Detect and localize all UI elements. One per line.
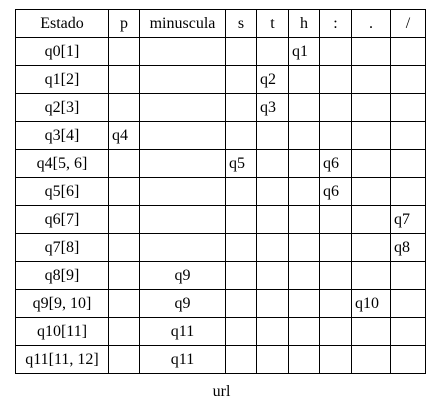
transition-cell [109, 206, 140, 234]
transition-cell [140, 94, 226, 122]
transition-cell [320, 122, 352, 150]
transition-cell [352, 206, 391, 234]
transition-cell: q11 [140, 318, 226, 346]
transition-cell [391, 150, 426, 178]
column-header: s [226, 10, 257, 38]
transition-cell [320, 66, 352, 94]
transition-cell [289, 66, 320, 94]
transition-cell [109, 346, 140, 374]
transition-cell [226, 94, 257, 122]
column-header: h [289, 10, 320, 38]
transition-cell [391, 94, 426, 122]
column-header: p [109, 10, 140, 38]
transition-cell [320, 234, 352, 262]
transition-table [15, 9, 426, 374]
table-row [16, 290, 426, 318]
column-header: : [320, 10, 352, 38]
table-row [16, 318, 426, 346]
transition-cell [257, 234, 289, 262]
transition-cell [140, 206, 226, 234]
table-row [16, 234, 426, 262]
transition-cell: q6 [320, 178, 352, 206]
transition-cell [352, 346, 391, 374]
transition-cell [226, 318, 257, 346]
transition-cell [320, 262, 352, 290]
state-cell: q5[6] [16, 178, 109, 206]
transition-cell [352, 66, 391, 94]
transition-cell [289, 94, 320, 122]
transition-cell: q2 [257, 66, 289, 94]
transition-cell [391, 262, 426, 290]
table-row [16, 262, 426, 290]
transition-cell: q4 [109, 122, 140, 150]
table-body [16, 38, 426, 374]
transition-cell [140, 122, 226, 150]
transition-cell [352, 262, 391, 290]
transition-cell: q11 [140, 346, 226, 374]
transition-table-figure [15, 9, 425, 374]
transition-cell [320, 318, 352, 346]
transition-cell [391, 178, 426, 206]
column-header-estado: Estado [16, 10, 109, 38]
transition-cell [289, 262, 320, 290]
transition-cell [109, 234, 140, 262]
table-row [16, 122, 426, 150]
state-cell: q8[9] [16, 262, 109, 290]
transition-cell [109, 66, 140, 94]
transition-cell [289, 318, 320, 346]
table-row [16, 178, 426, 206]
transition-cell [289, 234, 320, 262]
transition-cell: q9 [140, 262, 226, 290]
transition-cell [352, 38, 391, 66]
column-header: / [391, 10, 426, 38]
state-cell: q2[3] [16, 94, 109, 122]
transition-cell [320, 38, 352, 66]
state-cell: q7[8] [16, 234, 109, 262]
transition-cell [140, 234, 226, 262]
state-cell: q11[11, 12] [16, 346, 109, 374]
transition-cell [257, 346, 289, 374]
transition-cell [140, 66, 226, 94]
table-row [16, 206, 426, 234]
transition-cell [109, 318, 140, 346]
state-cell: q10[11] [16, 318, 109, 346]
transition-cell [226, 122, 257, 150]
transition-cell [320, 346, 352, 374]
transition-cell: q6 [320, 150, 352, 178]
transition-cell [391, 66, 426, 94]
transition-cell [226, 346, 257, 374]
table-row [16, 66, 426, 94]
transition-cell [289, 122, 320, 150]
transition-cell [289, 150, 320, 178]
state-cell: q9[9, 10] [16, 290, 109, 318]
transition-cell [109, 38, 140, 66]
transition-cell: q10 [352, 290, 391, 318]
transition-cell [352, 234, 391, 262]
transition-cell: q1 [289, 38, 320, 66]
transition-cell [109, 150, 140, 178]
transition-cell [257, 178, 289, 206]
transition-cell [109, 94, 140, 122]
transition-cell [391, 346, 426, 374]
table-row [16, 346, 426, 374]
transition-cell [391, 290, 426, 318]
transition-cell [109, 290, 140, 318]
transition-cell [391, 38, 426, 66]
transition-cell [226, 206, 257, 234]
header-row [16, 10, 426, 38]
transition-cell [352, 94, 391, 122]
transition-cell: q9 [140, 290, 226, 318]
transition-cell [352, 178, 391, 206]
transition-cell [226, 38, 257, 66]
transition-cell [391, 122, 426, 150]
transition-cell [320, 290, 352, 318]
transition-cell [289, 178, 320, 206]
transition-cell [140, 178, 226, 206]
transition-cell [320, 94, 352, 122]
transition-cell [140, 38, 226, 66]
state-cell: q1[2] [16, 66, 109, 94]
transition-cell [289, 206, 320, 234]
column-header: . [352, 10, 391, 38]
transition-cell: q5 [226, 150, 257, 178]
transition-cell [320, 206, 352, 234]
transition-cell [109, 178, 140, 206]
transition-cell [289, 346, 320, 374]
transition-cell [352, 150, 391, 178]
transition-cell [226, 178, 257, 206]
transition-cell [226, 262, 257, 290]
transition-cell [226, 234, 257, 262]
transition-cell [352, 318, 391, 346]
transition-cell [391, 318, 426, 346]
state-cell: q3[4] [16, 122, 109, 150]
table-row [16, 38, 426, 66]
transition-cell [289, 290, 320, 318]
transition-cell [257, 290, 289, 318]
transition-cell [109, 262, 140, 290]
column-header: minuscula [140, 10, 226, 38]
transition-cell [352, 122, 391, 150]
transition-cell [226, 66, 257, 94]
transition-cell [257, 262, 289, 290]
transition-cell [226, 290, 257, 318]
transition-cell [257, 38, 289, 66]
transition-cell: q3 [257, 94, 289, 122]
transition-cell: q7 [391, 206, 426, 234]
transition-cell [140, 150, 226, 178]
table-row [16, 150, 426, 178]
state-cell: q6[7] [16, 206, 109, 234]
transition-cell: q8 [391, 234, 426, 262]
transition-cell [257, 122, 289, 150]
state-cell: q4[5, 6] [16, 150, 109, 178]
table-row [16, 94, 426, 122]
state-cell: q0[1] [16, 38, 109, 66]
transition-cell [257, 318, 289, 346]
transition-cell [257, 150, 289, 178]
column-header: t [257, 10, 289, 38]
transition-cell [257, 206, 289, 234]
table-caption: url [212, 383, 231, 400]
